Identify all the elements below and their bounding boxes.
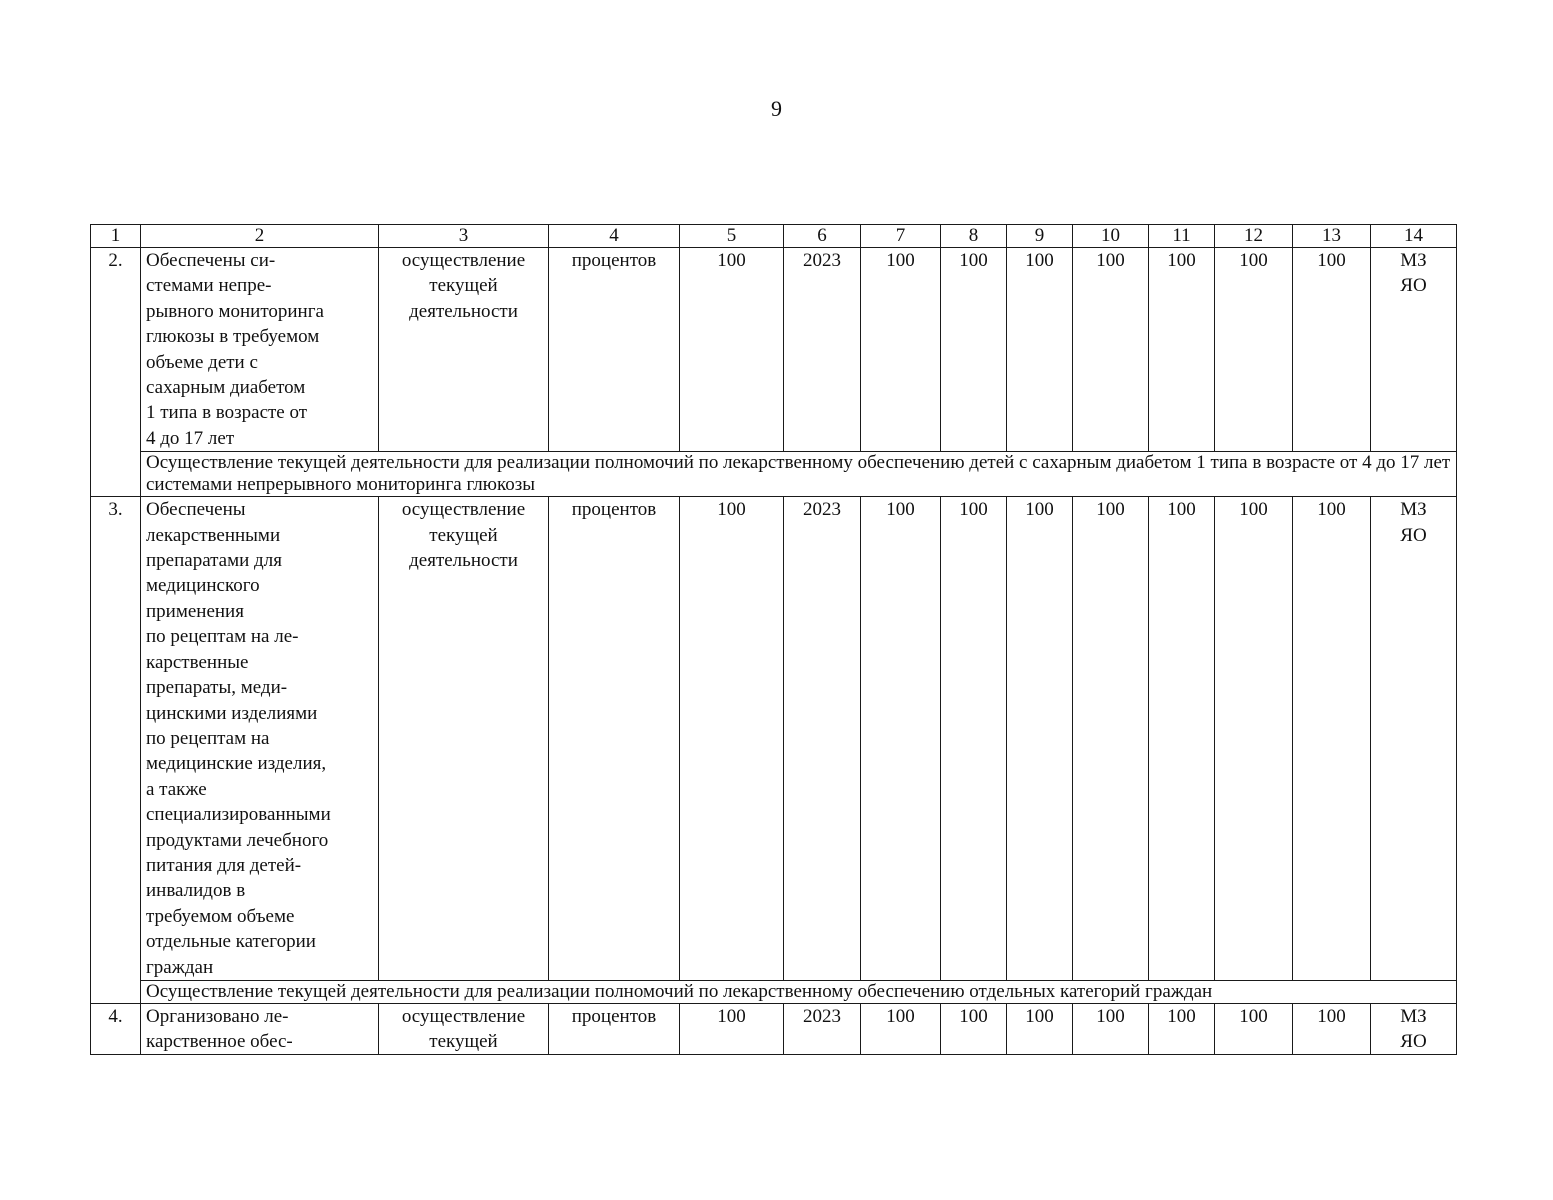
text-line: текущей <box>429 275 498 297</box>
column-header: 11 <box>1149 225 1215 248</box>
note-row <box>91 980 1457 1003</box>
text-line: продуктами лечебного <box>146 829 329 851</box>
text-line: 1 типа в возрасте от <box>146 402 308 424</box>
text-line: карственное обес- <box>146 1031 293 1053</box>
value-cell: 100 <box>1215 1003 1293 1054</box>
value-cell: 100 <box>1007 1003 1073 1054</box>
text-line: осуществление <box>401 499 526 521</box>
value-cell: 100 <box>1293 248 1371 452</box>
result-type <box>379 248 549 452</box>
table-row <box>91 497 1457 981</box>
value-cell: 100 <box>1007 248 1073 452</box>
value-cell: 100 <box>1073 248 1149 452</box>
unit-cell: процентов <box>549 497 680 981</box>
text-line: деятельности <box>409 300 518 322</box>
text-line: ЯО <box>1400 275 1427 297</box>
value-cell: 100 <box>861 497 941 981</box>
value-cell: 100 <box>861 1003 941 1054</box>
base-value-cell: 100 <box>680 497 784 981</box>
text-line: текущей <box>429 1031 498 1053</box>
text-line: препаратами для <box>146 550 282 572</box>
note-row <box>91 452 1457 497</box>
value-cell: 100 <box>1215 497 1293 981</box>
value-cell: 100 <box>941 1003 1007 1054</box>
text-line: рывного мониторинга <box>146 300 324 322</box>
value-cell: 100 <box>1007 497 1073 981</box>
text-line: Организовано ле- <box>146 1005 289 1027</box>
value-cell: 100 <box>1149 248 1215 452</box>
header-row <box>91 225 1457 248</box>
text-line: граждан <box>146 956 214 978</box>
text-line: применения <box>146 600 244 622</box>
text-line: текущей <box>429 524 498 546</box>
indicators-table <box>90 224 1457 1055</box>
base-year-cell: 2023 <box>784 248 861 452</box>
text-line: цинскими изделиями <box>146 702 318 724</box>
text-line: карственные <box>146 651 249 673</box>
unit-cell: процентов <box>549 1003 680 1054</box>
value-cell: 100 <box>1073 497 1149 981</box>
base-value-cell: 100 <box>680 1003 784 1054</box>
text-line: объеме дети с <box>146 351 258 373</box>
result-note: Осуществление текущей деятельности для реализации полномочий по лекарственному обеспечению отдельных категорий граждан <box>141 980 1457 1003</box>
value-cell: 100 <box>1149 497 1215 981</box>
column-header: 9 <box>1007 225 1073 248</box>
result-name <box>141 497 379 981</box>
column-header: 4 <box>549 225 680 248</box>
text-line: медицинские изделия, <box>146 753 327 775</box>
value-cell: 100 <box>1293 497 1371 981</box>
column-header: 5 <box>680 225 784 248</box>
row-number: 4. <box>91 1003 141 1054</box>
unit-cell: процентов <box>549 248 680 452</box>
column-header: 1 <box>91 225 141 248</box>
column-header: 7 <box>861 225 941 248</box>
text-line: МЗ <box>1400 250 1427 271</box>
text-line: осуществление <box>401 1005 526 1027</box>
value-cell: 100 <box>941 497 1007 981</box>
text-line: по рецептам на ле- <box>146 626 299 648</box>
value-cell: 100 <box>1293 1003 1371 1054</box>
table-row <box>91 1003 1457 1054</box>
base-year-cell: 2023 <box>784 1003 861 1054</box>
value-cell: 100 <box>1215 248 1293 452</box>
text-line: отдельные категории <box>146 931 316 953</box>
responsible-cell <box>1371 1003 1457 1054</box>
row-number: 2. <box>91 248 141 497</box>
text-line: деятельности <box>409 550 518 572</box>
text-line: стемами непре- <box>146 275 272 297</box>
value-cell: 100 <box>861 248 941 452</box>
row-number: 3. <box>91 497 141 1004</box>
page-number: 9 <box>771 96 782 121</box>
text-line: сахарным диабетом <box>146 377 306 399</box>
column-header: 14 <box>1371 225 1457 248</box>
text-line: препараты, меди- <box>146 677 288 699</box>
value-cell: 100 <box>1149 1003 1215 1054</box>
column-header: 2 <box>141 225 379 248</box>
value-cell: 100 <box>941 248 1007 452</box>
result-name <box>141 248 379 452</box>
value-cell: 100 <box>1073 1003 1149 1054</box>
text-line: ЯО <box>1400 524 1427 546</box>
column-header: 10 <box>1073 225 1149 248</box>
text-line: Обеспечены си- <box>146 250 276 271</box>
text-line: требуемом объеме <box>146 905 295 927</box>
text-line: осуществление <box>401 250 526 271</box>
text-line: специализированными <box>146 804 331 826</box>
text-line: лекарственными <box>146 524 281 546</box>
base-value-cell: 100 <box>680 248 784 452</box>
responsible-cell <box>1371 248 1457 452</box>
column-header: 12 <box>1215 225 1293 248</box>
column-header: 6 <box>784 225 861 248</box>
text-line: по рецептам на <box>146 727 270 749</box>
result-name <box>141 1003 379 1054</box>
text-line: МЗ <box>1400 1005 1427 1027</box>
result-type <box>379 1003 549 1054</box>
column-header: 3 <box>379 225 549 248</box>
table-row <box>91 248 1457 452</box>
text-line: а также <box>146 778 207 800</box>
result-note: Осуществление текущей деятельности для реализации полномочий по лекарственному обеспечению детей с сахарным диабетом 1 типа в возрасте от 4 до 17 лет системами непрерывного мониторинга глюкозы <box>141 452 1457 497</box>
text-line: питания для детей- <box>146 854 302 876</box>
text-line: Обеспечены <box>146 499 246 521</box>
text-line: инвалидов в <box>146 880 246 902</box>
text-line: ЯО <box>1400 1031 1427 1053</box>
text-line: медицинского <box>146 575 260 597</box>
base-year-cell: 2023 <box>784 497 861 981</box>
responsible-cell <box>1371 497 1457 981</box>
column-header: 8 <box>941 225 1007 248</box>
text-line: МЗ <box>1400 499 1427 521</box>
text-line: 4 до 17 лет <box>146 427 235 449</box>
text-line: глюкозы в требуемом <box>146 326 320 348</box>
column-header: 13 <box>1293 225 1371 248</box>
result-type <box>379 497 549 981</box>
